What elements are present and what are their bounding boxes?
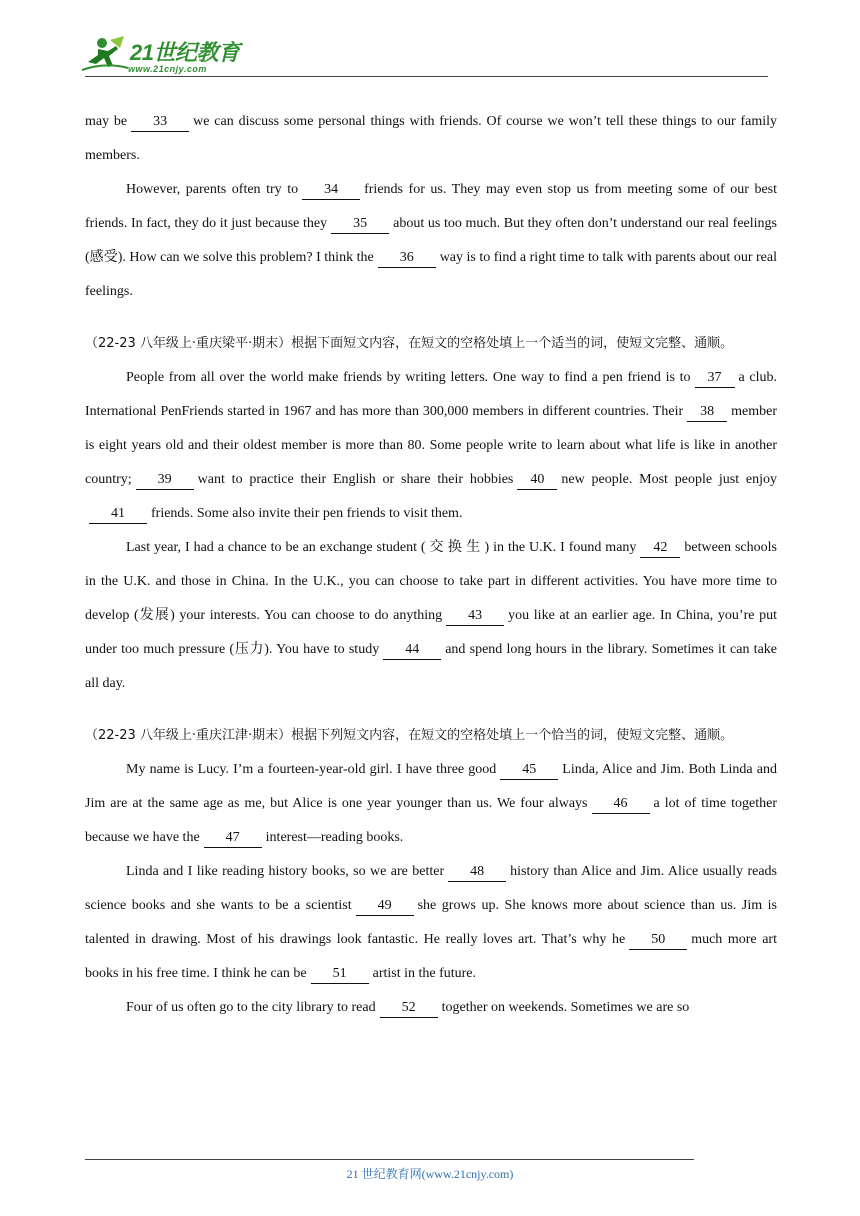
question-source: （22-23 八年级上·重庆梁平·期末）根据下面短文内容，在短文的空格处填上一个适当的词，使短文完整、通顺。 [85,336,734,351]
blank-36[interactable]: 36 [378,249,436,268]
blank-50[interactable]: 50 [629,931,687,950]
question-source: （22-23 八年级上·重庆江津·期末）根据下列短文内容，在短文的空格处填上一个恰当的词，使短文完整、通顺。 [85,728,734,743]
blank-39[interactable]: 39 [136,471,194,490]
blank-49[interactable]: 49 [356,897,414,916]
blank-33[interactable]: 33 [131,113,189,132]
blank-52[interactable]: 52 [380,999,438,1018]
blank-45[interactable]: 45 [500,761,558,780]
runner-logo-icon [80,36,130,76]
logo-url: www.21cnjy.com [128,64,207,74]
document-body [85,105,777,1025]
paragraph: People from all over the world make friends by writing letters. One way to find a pen friend is to 37 a club. International PenFriends started in 1967 and has more than 300,000 members in different countries. Their 38 member is eight years old and their oldest member is more than 80. Some people write to learn about what life is like in another country; 39 want to practice their English or share their hobbies 40 new people. Most people just enjoy41 friends. Some also invite their pen friends to visit them. [85,361,777,531]
blank-43[interactable]: 43 [446,607,504,626]
page-footer: 21 世纪教育网(www.21cnjy.com) [346,1167,514,1181]
paragraph: Four of us often go to the city library to read 52 together on weekends. Sometimes we are so [85,991,777,1025]
paragraph: My name is Lucy. I’m a fourteen-year-old girl. I have three good 45 Linda, Alice and Jim. Both Linda and Jim are at the same age as me, but Alice is one year younger than us. We four always 46 a lot of time together because we have the 47 interest—reading books. [85,753,777,855]
header-divider [85,76,768,77]
blank-35[interactable]: 35 [331,215,389,234]
paragraph: Linda and I like reading history books, so we are better 48 history than Alice and Jim. Alice usually reads science books and she wants to be a scientist 49 she grows up. She knows more about science than us. Jim is talented in drawing. Most of his drawings look fantastic. He really loves art. That’s why he 50 much more art books in his free time. I think he can be 51 artist in the future. [85,855,777,991]
blank-40[interactable]: 40 [517,471,557,490]
paragraph: However, parents often try to 34 friends for us. They may even stop us from meeting some of our best friends. In fact, they do it just because they 35 about us too much. But they often don’t understand our real feelings (感受). How can we solve this problem? I think the 36 way is to find a right time to talk with parents about our real feelings. [85,182,778,299]
blank-44[interactable]: 44 [383,641,441,660]
blank-42[interactable]: 42 [640,539,680,558]
blank-47[interactable]: 47 [204,829,262,848]
logo-wordmark: 21世纪教育 [130,40,240,65]
paragraph: may be 33 we can discuss some personal things with friends. Of course we won’t tell these things to our family members. [85,114,777,163]
blank-51[interactable]: 51 [311,965,369,984]
blank-38[interactable]: 38 [687,403,727,422]
page-header [0,0,860,80]
blank-46[interactable]: 46 [592,795,650,814]
blank-37[interactable]: 37 [695,369,735,388]
paragraph: Last year, I had a chance to be an exchange student ( 交 换 生 ) in the U.K. I found many 42 between schools in the U.K. and those in China. In the U.K., you can choose to take part in different activities. You have more time to develop (发展) your interests. You can choose to do anything 43 you like at an earlier age. In China, you’re put under too much pressure (压力). You have to study 44 and spend long hours in the library. Sometimes it can take all day. [85,540,778,691]
blank-41[interactable]: 41 [89,505,147,524]
blank-48[interactable]: 48 [448,863,506,882]
footer-divider [85,1159,694,1160]
site-logo [80,36,250,76]
blank-34[interactable]: 34 [302,181,360,200]
